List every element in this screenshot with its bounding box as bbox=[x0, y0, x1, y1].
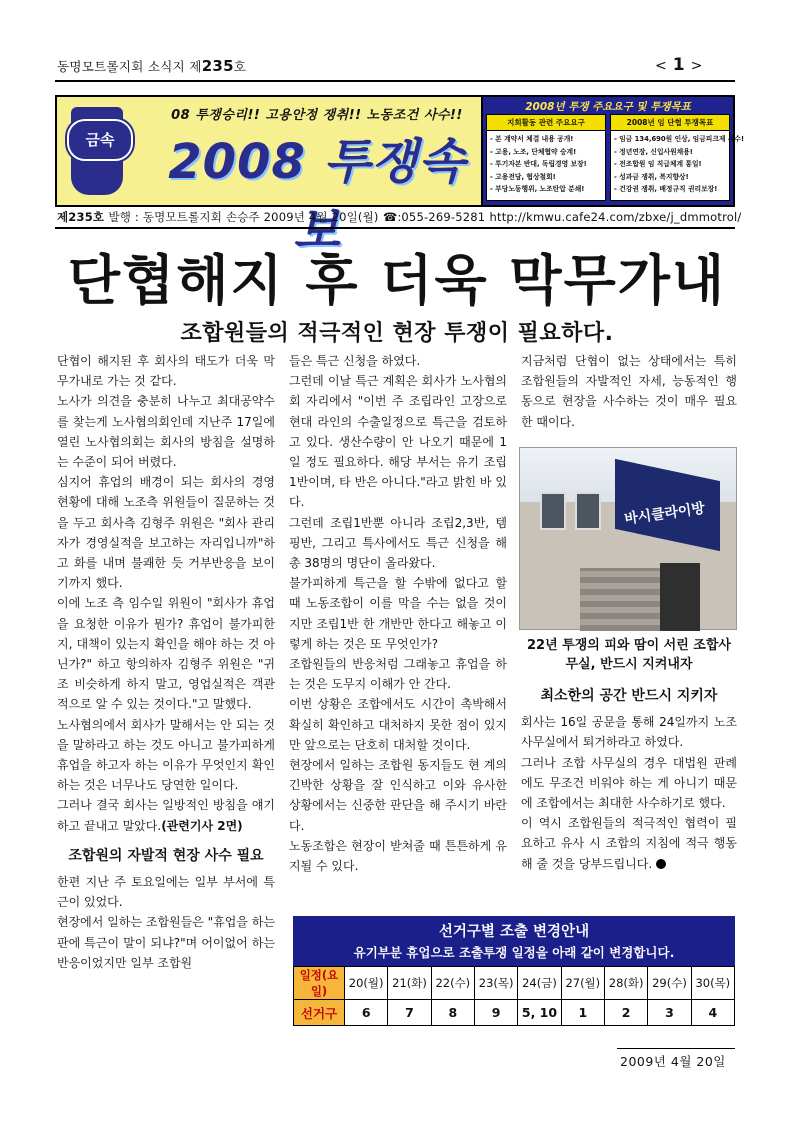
info-url[interactable]: http://kmwu.cafe24.com/zbxe/j_dmmotrol/ bbox=[489, 210, 742, 224]
paragraph: 조합원들의 반응처럼 그래놓고 휴업을 하는 것은 도무지 이해가 안 간다. bbox=[289, 657, 507, 692]
paragraph: 노동조합은 현장이 받쳐줄 때 튼튼하게 유지될 수 있다. bbox=[289, 838, 507, 874]
publication-info bbox=[57, 209, 741, 225]
district-cell: 6 bbox=[345, 1000, 388, 1026]
subheadline: 조합원들의 적극적인 현장 투쟁이 필요하다. bbox=[180, 321, 614, 346]
paragraph: 심지어 휴업의 배경이 되는 회사의 경영 현황에 대해 노조측 위원들이 질문하는 것을 두고 회사측 김형주 위원은 "회사 관리자가 경영실적을 보고하는 자리입니까"하고 화를 내며 불쾌한 듯 거부반응을 보이기까지 했다. bbox=[57, 475, 275, 591]
paragraph: 한편 지난 주 토요일에는 일부 부서에 특근이 있었다. bbox=[57, 875, 275, 910]
paragraph: 이에 노조 측 임수일 위원이 "회사가 휴업을 요청한 이유가 뭔가? 휴업이 불가피한지, 대책이 있는지 확인을 해야 하는 것 아닌가?" 하고 항의하자 김형주 위원은 "귀조 비슷하게 하지 말고, 영업실적은 객관적으로 알 수 있는 것이다."고 말했다. bbox=[57, 596, 275, 712]
schedule-table bbox=[293, 916, 735, 1026]
date-cell: 20(월) bbox=[345, 967, 388, 1000]
district-cell: 3 bbox=[648, 1000, 691, 1026]
goal-item: - 전조합원 임 직급체계 통일! bbox=[614, 160, 702, 168]
paragraph: 회사는 16일 공문을 통해 24일까지 노조사무실에서 퇴거하라고 하였다. bbox=[521, 715, 737, 750]
article-column-3-section bbox=[521, 686, 737, 874]
paragraph: 현장에서 일하는 조합원 동지들도 현 계의 긴박한 상황을 잘 인식하고 이와 유사한 상황에서는 신중한 판단을 해 주시기 바란다. bbox=[289, 758, 507, 833]
date-cell: 22(수) bbox=[431, 967, 474, 1000]
date-cell: 30(목) bbox=[691, 967, 734, 1000]
demands-box-right bbox=[610, 114, 745, 201]
date-cell: 27(월) bbox=[561, 967, 604, 1000]
header-rule bbox=[55, 80, 735, 82]
newsletter-name: 동명모트롤지회 소식지 제235호 bbox=[57, 57, 247, 75]
photo-caption: 22년 투쟁의 피와 땀이 서린 조합사무실, 반드시 지켜내자 bbox=[527, 638, 731, 672]
district-cell: 2 bbox=[604, 1000, 647, 1026]
paragraph: 불가피하게 특근을 할 수밖에 없다고 할 때 노동조합이 이를 막을 수는 없을 것이지만 조립1반 한 개반만 한다고 해놓고 이렇게 하는 것은 또 무엇인가? bbox=[289, 576, 507, 651]
paragraph: 이 역시 조합원들의 적극적인 협력이 필요하고 유사 시 조합의 지침에 적극 행동해 줄 것을 당부드립니다. bbox=[521, 816, 737, 871]
section-title: 최소한의 공간 반드시 지키자 bbox=[540, 688, 718, 704]
demands-left-heading: 지회활동 관련 주요요구 bbox=[487, 115, 605, 131]
schedule-title: 선거구별 조출 변경안내 bbox=[438, 924, 590, 940]
end-bullet-icon bbox=[656, 859, 666, 869]
paragraph: 그러나 결국 회사는 일방적인 방침을 얘기하고 끝내고 말았다.(관련기사 2면) bbox=[57, 798, 275, 833]
district-cell: 4 bbox=[691, 1000, 734, 1026]
info-publisher: 발행 : 동명모트롤지회 손승주 2009년 4월 20일(월) bbox=[108, 210, 379, 224]
paragraph: 현장에서 일하는 조합원들은 "휴업을 하는 판에 특근이 말이 되냐?"며 어이없어 하는 반응이었지만 일부 조합원 bbox=[57, 915, 275, 970]
demands-panel bbox=[483, 97, 745, 205]
union-logo-text: 금속 bbox=[67, 119, 133, 161]
schedule-subtitle: 유기부분 휴업으로 조출투쟁 일정을 아래 같이 변경합니다. bbox=[353, 945, 675, 960]
table-row bbox=[294, 1000, 735, 1026]
date-cell: 23(목) bbox=[474, 967, 517, 1000]
article-column-3 bbox=[521, 351, 737, 432]
district-cell: 9 bbox=[474, 1000, 517, 1026]
footer-date: 2009년 4월 20일 bbox=[620, 1054, 726, 1069]
banner-slogan: 08 투쟁승리!! 고용안정 쟁취!! 노동조건 사수!! bbox=[171, 108, 463, 123]
banner-title: 2008 투쟁속보 bbox=[168, 134, 466, 259]
headline: 단협해지 후 더욱 막무가내 bbox=[67, 249, 727, 312]
demand-item: - 고용전담, 협상철회! bbox=[490, 172, 556, 181]
paragraph: 단협이 해지된 후 회사의 태도가 더욱 막무가내로 가는 것 같다. bbox=[57, 354, 275, 389]
flag-text: 바시클라이방 bbox=[623, 500, 707, 528]
demand-item: - 고용, 노조, 단체협약 승계! bbox=[490, 147, 577, 156]
district-cell: 5, 10 bbox=[518, 1000, 561, 1026]
date-cell: 24(금) bbox=[518, 967, 561, 1000]
paragraph: 그러나 조합 사무실의 경우 대법원 판례에도 무조건 비워야 하는 게 아니기 때문에 조합에서는 최대한 사수하기로 했다. bbox=[521, 755, 737, 811]
demands-box-left bbox=[486, 114, 606, 201]
related-article-note: (관련기사 2면) bbox=[161, 818, 243, 833]
union-office-photo bbox=[519, 447, 737, 630]
section-title: 조합원의 자발적 현장 사수 필요 bbox=[68, 847, 264, 864]
paragraph: 지금처럼 단협이 없는 상태에서는 특히 조합원들의 자발적인 자세, 능동적인 행동으로 현장을 사수하는 것이 매우 필요한 때이다. bbox=[521, 354, 737, 429]
article-column-2 bbox=[289, 351, 507, 876]
demand-item: - 본 계약서 체결 내용 공개! bbox=[490, 135, 574, 143]
page-number: 1 bbox=[672, 55, 685, 75]
paragraph: 노사협의에서 회사가 말해서는 안 되는 것을 말하라고 하는 것도 아니고 불가피하게 휴업을 하고자 하는 이유가 무엇인지 확인하는 것은 너무나도 당연한 일이다. bbox=[57, 717, 275, 793]
info-phone: ☎:055-269-5281 bbox=[382, 210, 486, 224]
page-indicator: < 1 > bbox=[655, 55, 703, 75]
goal-item: - 정년연장, 신입사원채용! bbox=[614, 147, 693, 156]
demand-item: - 부당노동행위, 노조탄압 분쇄! bbox=[490, 185, 585, 193]
district-label: 선거구 bbox=[294, 1000, 345, 1026]
demands-right-heading: 2008년 임 단협 투쟁목표 bbox=[611, 115, 729, 131]
schedule-header bbox=[293, 916, 735, 966]
paragraph: 들은 특근 신청을 하였다. bbox=[289, 354, 421, 368]
demands-title: 2008년 투쟁 주요요구 및 투쟁목표 bbox=[525, 101, 691, 113]
date-cell: 28(화) bbox=[604, 967, 647, 1000]
paragraph: 노사가 의견을 충분히 나누고 최대공약수를 찾는게 노사협의회인데 지난주 17일에 열린 노사협의회는 회사의 방침을 설명하는 수준이 되어 버렸다. bbox=[57, 394, 275, 470]
info-issue: 제235호 bbox=[57, 210, 105, 224]
paragraph: 이번 상황은 조합에서도 시간이 촉박해서 확실히 확인하고 대처하지 못한 점이 있지만 앞으로는 단호히 대처할 것이다. bbox=[289, 697, 507, 752]
table-row bbox=[294, 967, 735, 1000]
paragraph: 그런데 조립1반뿐 아니라 조립2,3반, 템핑반, 그리고 특사에서도 특근 신청을 해 총 38명의 명단이 올라왔다. bbox=[289, 515, 507, 571]
article-column-1 bbox=[57, 351, 275, 973]
district-cell: 8 bbox=[431, 1000, 474, 1026]
goal-item: - 건강권 쟁취, 배정규직 권리보장! bbox=[614, 185, 718, 193]
footer-rule bbox=[617, 1048, 735, 1049]
date-label: 일정(요일) bbox=[294, 967, 345, 1000]
demand-item: - 투기자본 반대, 독립경영 보장! bbox=[490, 160, 587, 168]
goal-item: - 성과금 쟁취, 복지향상! bbox=[614, 172, 689, 181]
goal-item: - 임금 134,690원 인상, 임금피크제 사수! bbox=[614, 135, 745, 143]
paragraph: 그런데 이날 특근 계획은 회사가 노사협의회 자리에서 "이번 주 조립라인 고장으로 현대 라인의 수출일정으로 특근을 검토하고 있다. 생산수량이 안 나오기 때문에 1일 정도 필요하다. 해당 부서는 유기 조립1반이며, 타 반은 아니다."라고 밝힌 바 있다. bbox=[289, 374, 507, 510]
district-cell: 7 bbox=[388, 1000, 431, 1026]
date-cell: 21(화) bbox=[388, 967, 431, 1000]
info-rule bbox=[55, 227, 735, 229]
district-cell: 1 bbox=[561, 1000, 604, 1026]
issue-number: 235 bbox=[201, 57, 234, 75]
date-cell: 29(수) bbox=[648, 967, 691, 1000]
